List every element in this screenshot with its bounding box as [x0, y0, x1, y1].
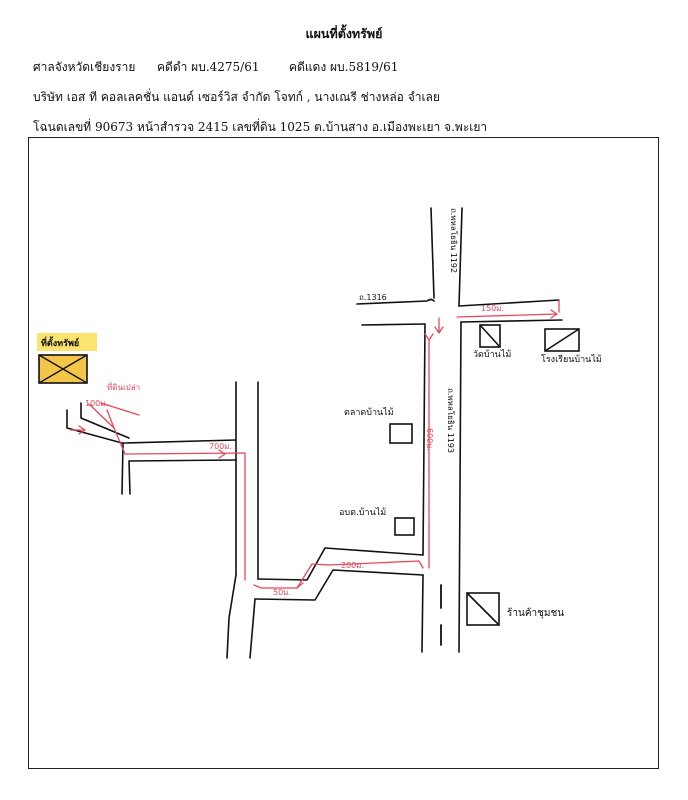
distance-50-label: 50ม.: [273, 588, 291, 597]
red-case-number: คดีแดง ผบ.5819/61: [289, 60, 399, 74]
road-north-label: ถ.พหลโยธิน 1192: [449, 208, 458, 274]
parties-text: บริษัท เอส ที คอลเลคชั่น แอนด์ เซอร์วิส จำกัด โจทก์ , นางเณรี ช่างหล่อ จำเลย: [33, 90, 440, 104]
distance-700-label: 700ม.: [209, 442, 233, 451]
market-icon: [390, 424, 412, 443]
school-icon: [545, 329, 579, 351]
property-map: [29, 138, 660, 770]
property-label: ที่ตั้งทรัพย์: [41, 339, 80, 349]
black-case-number: คดีดำ ผบ.4275/61: [157, 60, 260, 74]
distance-main-label: 600ม.: [425, 428, 434, 452]
road-1316-label: ถ.1316: [359, 293, 387, 302]
road-main-left: [422, 324, 425, 652]
wat-label: วัดบ้านไม้: [473, 350, 512, 360]
route-path: [89, 300, 559, 588]
road-lower-branch: [227, 575, 255, 658]
store-icon: [467, 593, 499, 625]
court-name: ศาลจังหวัดเชียงราย: [33, 60, 136, 74]
road-upper: [236, 382, 258, 579]
page-title: แผนที่ตั้งทรัพย์: [305, 26, 383, 41]
road-main-label: ถ.พหลโยธิน 1193: [446, 388, 455, 454]
route-arrowhead: [219, 450, 225, 458]
office-label: อบต.บ้านไม้: [339, 508, 387, 518]
store-label: ร้านค้าชุมชน: [507, 608, 565, 619]
map-frame: [28, 137, 659, 769]
distance-100-label: 100ม.: [85, 399, 109, 408]
wat-icon: [480, 325, 500, 347]
distance-house-label: ที่ดินเปล่า: [107, 383, 141, 392]
distance-east-label: 150ม.: [481, 304, 505, 313]
market-label: ตลาดบ้านไม้: [344, 408, 394, 418]
deed-text: โฉนดเลขที่ 90673 หน้าสำรวจ 2415 เลขที่ดิน 1025 ต.บ้านสาง อ.เมืองพะเยา จ.พะเยา: [33, 120, 488, 134]
distance-200-label: 200ม.: [341, 561, 365, 570]
school-label: โรงเรียนบ้านไม้: [541, 355, 602, 365]
office-icon: [395, 518, 414, 535]
road-main-right: [459, 322, 461, 652]
